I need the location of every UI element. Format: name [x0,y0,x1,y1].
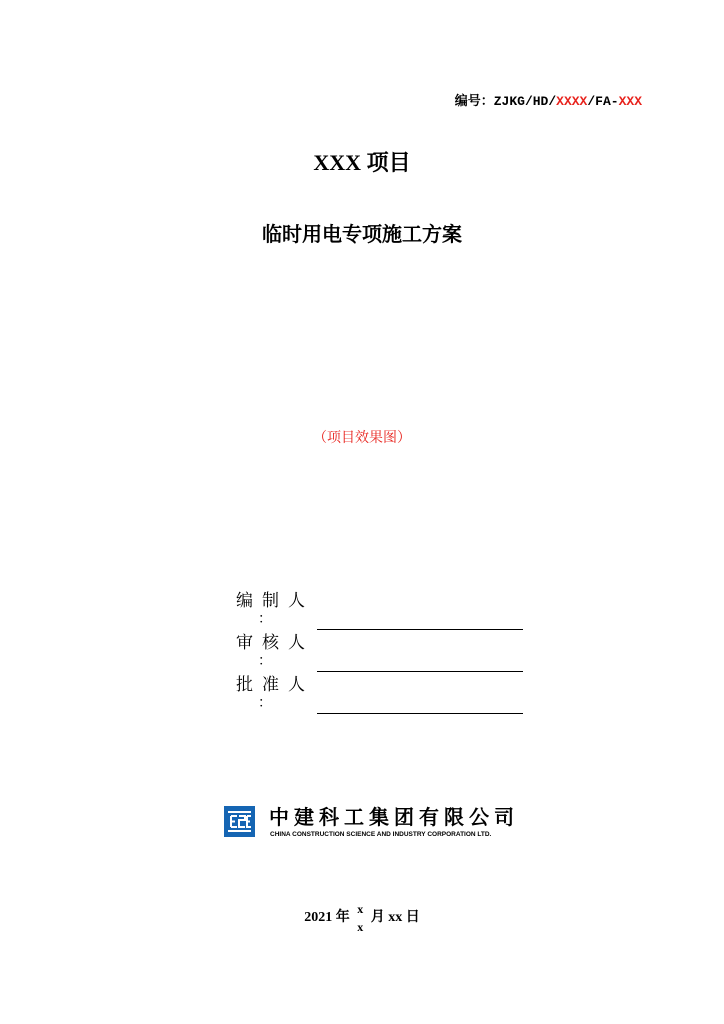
document-number-prefix: 编号：ZJKG/HD/ [454,94,557,109]
signature-label: 编制人 [236,591,314,611]
signature-row-approver [236,674,536,716]
signature-colon: ： [258,695,272,711]
document-number-mid: /FA- [587,94,619,109]
date-year: 2021 年 [304,910,350,926]
cscec-logo-icon [224,806,255,837]
signature-row-reviewer [236,632,536,674]
signature-line[interactable] [317,713,523,714]
company-name-cn: 中建科工集团有限公司 [269,805,519,829]
plan-title: 临时用电专项施工方案 [262,222,462,246]
date-month-day: 月 xx 日 [370,910,420,926]
document-number-suffix: XXX [618,94,642,109]
signature-colon: ： [258,611,272,627]
signature-block [236,590,536,716]
document-number [455,90,642,109]
date-month-stack [357,900,363,936]
signature-line[interactable] [317,629,523,630]
document-date [0,900,724,936]
signature-label: 审核人 [236,633,314,653]
date-month-top: x [357,902,364,916]
signature-line[interactable] [317,671,523,672]
project-title: XXX 项目 [313,150,411,175]
signature-colon: ： [258,653,272,669]
company-name-en: CHINA CONSTRUCTION SCIENCE AND INDUSTRY CORPORATION LTD. [270,831,492,838]
project-render-placeholder: （项目效果图） [313,430,411,446]
signature-label: 批准人 [236,675,314,695]
document-number-code: XXXX [556,94,588,109]
date-month-bottom: x [357,920,364,934]
signature-row-author [236,590,536,632]
